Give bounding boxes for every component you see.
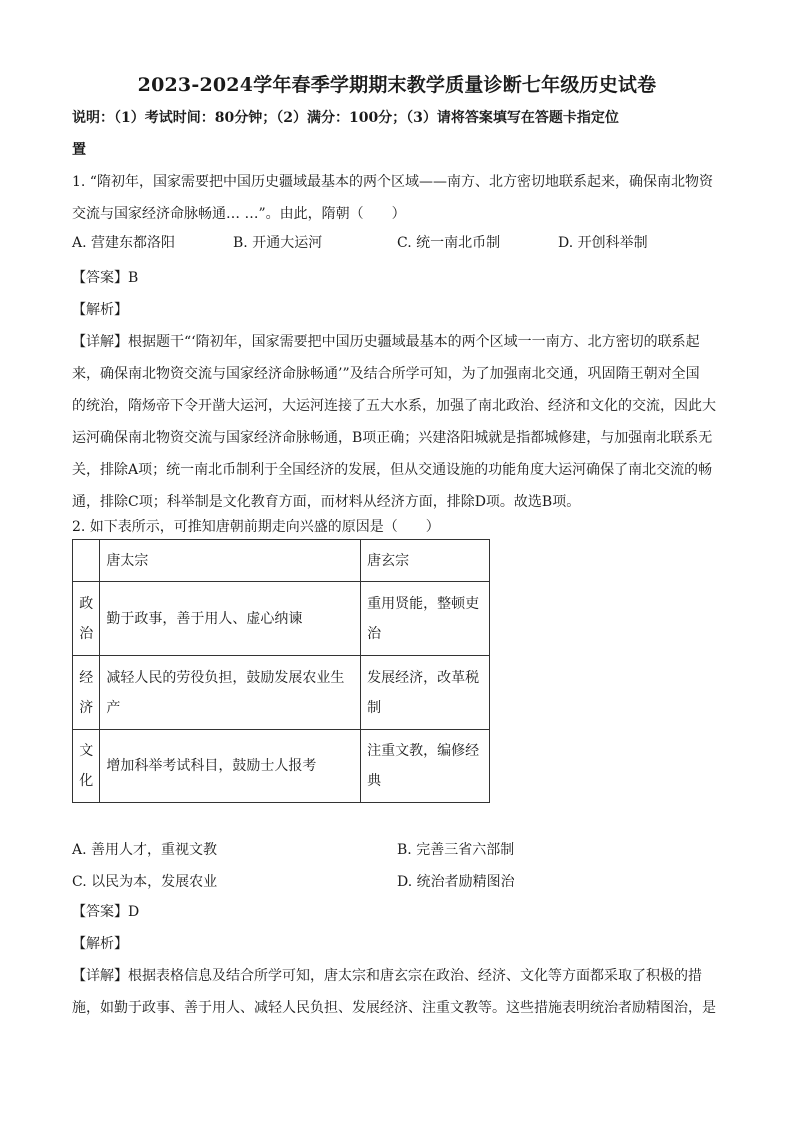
table-cell: 增加科举考试科目，鼓励士人报考 bbox=[100, 730, 361, 803]
table-row bbox=[73, 582, 490, 656]
cell-line: 制 bbox=[367, 699, 382, 716]
table-category-cell bbox=[73, 656, 100, 730]
q1-option-c: C. 统一南北币制 bbox=[397, 235, 501, 251]
category-char: 化 bbox=[79, 773, 94, 789]
cell-line: 治 bbox=[367, 625, 382, 642]
table-header-cell: 唐太宗 bbox=[100, 540, 361, 582]
q1-detail-line: 来，确保南北物资交流与国家经济命脉畅通’”及结合所学可知，为了加强南北交通，巩固隋王朝对全国 bbox=[72, 366, 700, 382]
q1-detail-line: 通，排除C项；科举制是文化教育方面，而材料从经济方面，排除D项。故选B项。 bbox=[72, 494, 581, 510]
category-char: 治 bbox=[79, 625, 94, 642]
category-char: 济 bbox=[79, 699, 94, 716]
q1-answer: 【答案】B bbox=[72, 270, 139, 286]
q1-detail-line: 【详解】根据题干“‘隋初年，国家需要把中国历史疆域最基本的两个区域一一南方、北方密切的联系起 bbox=[72, 334, 700, 350]
page-title: 2023-2024学年春季学期期末教学质量诊断七年级历史试卷 bbox=[137, 74, 657, 96]
q2-option-b: B. 完善三省六部制 bbox=[397, 842, 515, 858]
q1-detail-line: 的统治，隋炀帝下令开凿大运河，大运河连接了五大水系，加强了南北政治、经济和文化的交流，因此大 bbox=[72, 398, 716, 414]
cell-line: 典 bbox=[367, 773, 382, 789]
cell-line: 注重文教，编修经 bbox=[367, 743, 480, 759]
q2-option-c: C. 以民为本，发展农业 bbox=[72, 874, 218, 890]
table-cell bbox=[361, 730, 490, 803]
q1-option-d: D. 开创科举制 bbox=[558, 235, 648, 251]
cell-line: 重用贤能，整顿吏 bbox=[367, 595, 480, 612]
instructions-line2: 置 bbox=[72, 142, 86, 158]
category-char: 政 bbox=[79, 595, 94, 612]
category-char: 文 bbox=[79, 743, 94, 759]
q1-stem-line1: 1. “隋初年，国家需要把中国历史疆域最基本的两个区域——南方、北方密切地联系起来，确保南北物资 bbox=[72, 174, 713, 190]
table-header-row bbox=[73, 540, 490, 582]
table-cell: 勤于政事，善于用人、虚心纳谏 bbox=[100, 582, 361, 656]
table-row bbox=[73, 730, 490, 803]
comparison-table bbox=[72, 539, 490, 803]
q2-detail-line: 【详解】根据表格信息及结合所学可知，唐太宗和唐玄宗在政治、经济、文化等方面都采取了积极的措 bbox=[72, 968, 702, 984]
q1-stem-line2: 交流与国家经济命脉畅通… …”。由此，隋朝（ ） bbox=[72, 206, 406, 222]
q1-option-a: A. 营建东都洛阳 bbox=[72, 235, 176, 251]
cell-line: 产 bbox=[106, 699, 121, 716]
table-row bbox=[73, 656, 490, 730]
q2-analysis-label: 【解析】 bbox=[72, 936, 128, 952]
q2-stem: 2. 如下表所示，可推知唐朝前期走向兴盛的原因是（ ） bbox=[72, 519, 440, 535]
table-cell bbox=[361, 656, 490, 730]
q1-analysis-label: 【解析】 bbox=[72, 302, 128, 318]
cell-line: 发展经济，改革税 bbox=[367, 669, 480, 686]
q1-detail-line: 关，排除A项；统一南北币制利于全国经济的发展，但从交通设施的功能角度大运河确保了南北交流的畅 bbox=[72, 462, 713, 478]
instructions-line1: 说明：（1）考试时间：80分钟；（2）满分：100分；（3）请将答案填写在答题卡指定位 bbox=[72, 110, 619, 126]
table-header-cell: 唐玄宗 bbox=[361, 540, 490, 582]
table-category-cell bbox=[73, 730, 100, 803]
q2-answer: 【答案】D bbox=[72, 904, 140, 920]
table-cell bbox=[100, 656, 361, 730]
table-category-cell bbox=[73, 582, 100, 656]
q2-detail-line: 施，如勤于政事、善于用人、减轻人民负担、发展经济、注重文教等。这些措施表明统治者励精图治，是 bbox=[72, 1000, 716, 1016]
category-char: 经 bbox=[79, 669, 94, 686]
q1-detail-line: 运河确保南北物资交流与国家经济命脉畅通，B项正确；兴建洛阳城就是指都城修建，与加强南北联系无 bbox=[72, 430, 713, 446]
q2-option-d: D. 统治者励精图治 bbox=[397, 874, 515, 890]
q2-option-a: A. 善用人才，重视文教 bbox=[72, 842, 218, 858]
table-cell bbox=[361, 582, 490, 656]
table-header-cell bbox=[73, 540, 100, 582]
cell-line: 减轻人民的劳役负担，鼓励发展农业生 bbox=[106, 669, 345, 686]
q1-option-b: B. 开通大运河 bbox=[233, 235, 323, 251]
